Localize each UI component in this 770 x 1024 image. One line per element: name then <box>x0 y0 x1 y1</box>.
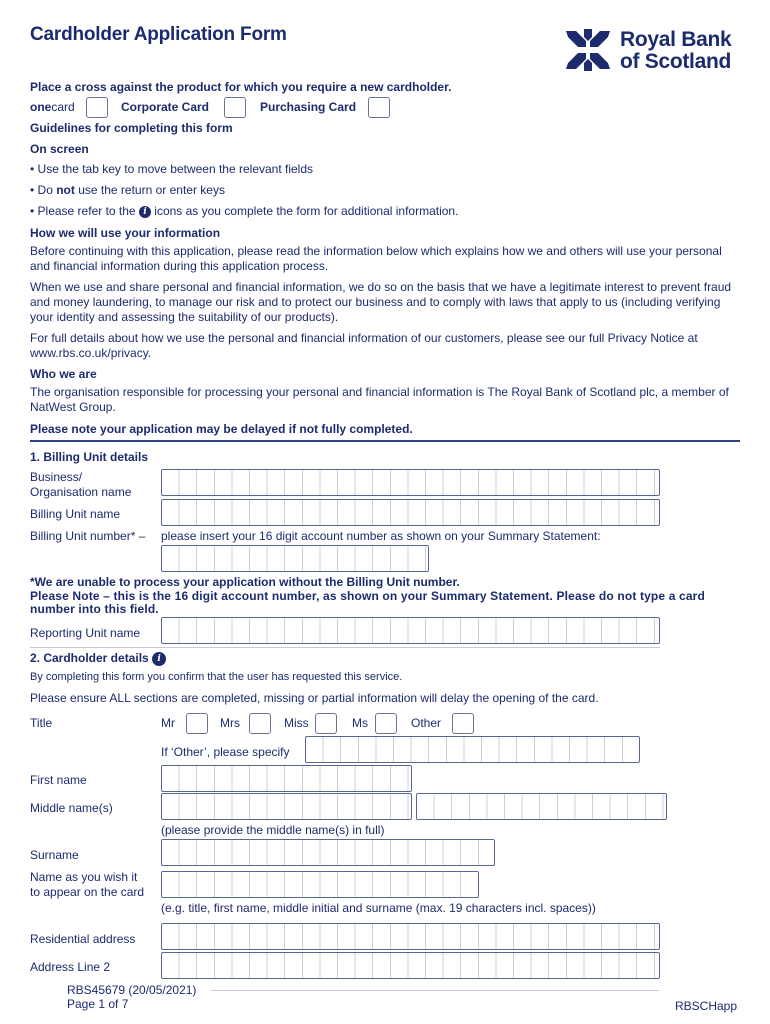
form-code: RBSCHapp <box>675 999 738 1013</box>
surname-label: Surname <box>30 848 79 862</box>
bullet3-post: icons as you complete the form for additional information. <box>154 204 459 218</box>
bullet2-pre: • Do <box>30 183 57 197</box>
logo <box>564 27 744 73</box>
billing-unit-name-input[interactable] <box>161 499 660 526</box>
billing-unit-number-input[interactable] <box>161 545 429 572</box>
logo-line-1: Royal Bank <box>620 28 732 51</box>
section-separator <box>30 647 660 648</box>
surname-input[interactable] <box>161 839 495 866</box>
title-ms-checkbox[interactable] <box>375 713 397 734</box>
who-we-are-text: The organisation responsible for processing your personal and financial information is The Royal Bank of Scotland plc, a member of NatWest Group. <box>30 385 729 414</box>
privacy-heading: How we will use your information <box>30 226 221 240</box>
business-name-label-2: Organisation name <box>30 485 132 499</box>
billing-unit-number-hint: please insert your 16 digit account number as shown on your Summary Statement: <box>161 529 601 543</box>
title-label: Title <box>30 716 53 730</box>
business-name-label-1: Business/ <box>30 470 83 484</box>
onecard-label-bold: one <box>30 100 52 114</box>
guideline-bullet-3 <box>30 204 458 219</box>
first-name-label: First name <box>30 773 87 787</box>
on-screen-heading: On screen <box>30 142 89 156</box>
title-mr-label: Mr <box>161 716 175 730</box>
rbs-daisy-icon <box>564 27 612 73</box>
billing-warning-2: Please Note – this is the 16 digit account number, as shown on your Summary Statement. Please do not type a card number into this field. <box>30 589 705 616</box>
card-name-hint: (e.g. title, first name, middle initial and surname (max. 19 characters incl. spaces)) <box>161 901 596 915</box>
confirm-text: By completing this form you confirm that the user has requested this service. <box>30 671 403 683</box>
corporate-card-label: Corporate Card <box>121 100 210 114</box>
bullet2-post: use the return or enter keys <box>74 183 225 197</box>
who-we-are-heading: Who we are <box>30 367 97 381</box>
billing-heading: 1. Billing Unit details <box>30 450 149 464</box>
section-divider <box>30 440 740 442</box>
middle-name-label: Middle name(s) <box>30 801 113 815</box>
footer-line <box>211 990 659 991</box>
guideline-bullet-1: • Use the tab key to move between the relevant fields <box>30 162 314 176</box>
purchasing-card-checkbox[interactable] <box>368 97 390 118</box>
billing-warning-1: *We are unable to process your application without the Billing Unit number. <box>30 575 460 589</box>
middle-name-hint: (please provide the middle name(s) in full) <box>161 823 385 837</box>
card-name-label-2: to appear on the card <box>30 885 145 899</box>
title-other-checkbox[interactable] <box>452 713 474 734</box>
title-mr-checkbox[interactable] <box>186 713 208 734</box>
onecard-checkbox[interactable] <box>86 97 108 118</box>
onecard-label-rest: card <box>51 100 75 114</box>
title-mrs-checkbox[interactable] <box>249 713 271 734</box>
card-name-input[interactable] <box>161 871 479 898</box>
title-miss-checkbox[interactable] <box>315 713 337 734</box>
title-other-label: Other <box>411 716 442 730</box>
residential-address-label: Residential address <box>30 932 136 946</box>
card-name-label-1: Name as you wish it <box>30 870 138 884</box>
ensure-text: Please ensure ALL sections are completed, missing or partial information will delay the opening of the card. <box>30 691 599 705</box>
guideline-bullet-2 <box>30 183 225 198</box>
business-name-label <box>30 470 131 500</box>
corporate-card-checkbox[interactable] <box>224 97 246 118</box>
cardholder-heading <box>30 651 166 666</box>
privacy-paragraph-1: Before continuing with this application, please read the information below which explains how we and others will use your personal and financial information during this application process. <box>30 244 722 273</box>
title-miss-label: Miss <box>284 716 309 730</box>
business-name-input[interactable] <box>161 469 660 496</box>
reporting-unit-input[interactable] <box>161 617 660 644</box>
privacy-paragraph-2: When we use and share personal and financial information, we do so on the basis that we have a legitimate interest to prevent fraud and money laundering, to manage our risk and to protect our business and to comply with laws that apply to us (including verifying your identity and assessing the suitability of our products). <box>30 280 732 324</box>
form-reference: RBS45679 (20/05/2021) <box>67 983 197 997</box>
product-instruction: Place a cross against the product for which you require a new cardholder. <box>30 80 452 94</box>
title-ms-label: Ms <box>352 716 368 730</box>
cardholder-heading-text: 2. Cardholder details <box>30 651 149 665</box>
bullet3-pre: • Please refer to the <box>30 204 136 218</box>
middle-name-input-2[interactable] <box>416 793 667 820</box>
address-line-2-input[interactable] <box>161 952 660 979</box>
other-specify-label: If ‘Other’, please specify <box>161 745 290 759</box>
onecard-label <box>30 100 75 115</box>
privacy-paragraph-3: For full details about how we use the personal and financial information of our customers, please see our full Privacy Notice at www.rbs.co.uk/privacy. <box>30 331 698 360</box>
logo-line-2: of Scotland <box>620 50 732 73</box>
info-icon: i <box>139 206 151 218</box>
other-specify-input[interactable] <box>305 736 640 763</box>
bullet2-bold: not <box>56 183 75 197</box>
page-title: Cardholder Application Form <box>30 24 287 45</box>
address-line-2-label: Address Line 2 <box>30 960 111 974</box>
billing-unit-name-label: Billing Unit name <box>30 507 121 521</box>
card-name-label <box>30 870 144 900</box>
delay-note: Please note your application may be delayed if not fully completed. <box>30 422 413 436</box>
billing-unit-number-label: Billing Unit number* – <box>30 529 146 543</box>
page-number: Page 1 of 7 <box>67 997 129 1011</box>
title-mrs-label: Mrs <box>220 716 240 730</box>
info-icon[interactable]: i <box>152 652 166 666</box>
middle-name-input-1[interactable] <box>161 793 412 820</box>
reporting-unit-label: Reporting Unit name <box>30 626 141 640</box>
purchasing-card-label: Purchasing Card <box>260 100 357 114</box>
first-name-input[interactable] <box>161 765 412 792</box>
guidelines-heading: Guidelines for completing this form <box>30 121 233 135</box>
residential-address-input[interactable] <box>161 923 660 950</box>
